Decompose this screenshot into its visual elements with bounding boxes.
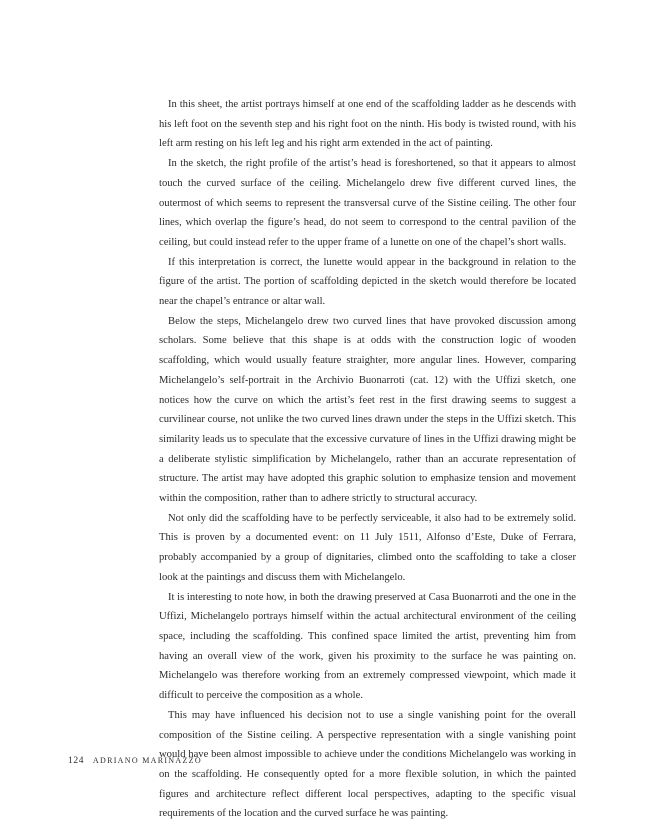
paragraph: This may have influenced his decision not to use a single vanishing point for the overall composition of the Sistine ceiling. A perspective representation with a single vanishing point would have been almost impossible to achieve under the conditions Michelangelo was working in on the scaffolding. He consequently opted for a more flexible solution, in which the painted figures and architecture reflect different local perspectives, adapting to the specific visual requirements of the location and the curved surface he was painting. [159,709,576,820]
paragraph: In this sheet, the artist portrays himself at one end of the scaffolding ladder as he descends with his left foot on the seventh step and his right foot on the ninth. His body is twisted round, with his left arm resting on his left leg and his right arm extended in the act of painting. [159,99,576,150]
paragraph: Below the steps, Michelangelo drew two curved lines that have provoked discussion among scholars. Some believe that this shape is at odds with the construction logic of wooden scaffolding, which would usually feature straighter, more angular lines. However, comparing Michelangelo’s self-portrait in the Archivio Buonarroti (cat. 12) with the Uffizi sketch, one notices how the curve on which the artist’s feet rest in the first drawing seems to suggest a curvilinear course, not unlike the two curved lines drawn under the steps in the Uffizi sketch. This similarity leads us to speculate that the excessive curvature of lines in the Uffizi drawing might be a deliberate stylistic simplification by Michelangelo, rather than an accurate representation of structure. The artist may have adopted this graphic solution to emphasize tension and movement within the composition, rather than to adhere strictly to structural accuracy. [159,315,576,505]
paragraph: If this interpretation is correct, the lunette would appear in the background in relation to the figure of the artist. The portion of scaffolding depicted in the sketch would therefore be located near the chapel’s entrance or altar wall. [159,256,576,308]
body-text [159,95,576,824]
page-footer [68,756,202,766]
paragraph: In the sketch, the right profile of the artist’s head is foreshortened, so that it appears to almost touch the curved surface of the ceiling. Michelangelo drew five different curved lines, the outermost of which seems to represent the transversal curve of the Sistine ceiling. The other four lines, which overlap the figure’s head, do not seem to correspond to the central pavilion of the ceiling, but could instead refer to the upper frame of a lunette on one of the chapel’s short walls. [159,158,576,248]
paragraph: It is interesting to note how, in both the drawing preserved at Casa Buonarroti and the one in the Uffizi, Michelangelo portrays himself within the actual architectural environment of the ceiling space, including the scaffolding. This confined space limited the artist, preventing him from having an overall view of the work, given his proximity to the surface he was painting on. Michelangelo was therefore working from an extremely compressed viewpoint, which made it difficult to perceive the composition as a whole. [159,591,576,702]
running-footer-author: ADRIANO MARINAZZO [92,756,202,765]
page-number: 124 [68,756,85,766]
paragraph: Not only did the scaffolding have to be perfectly serviceable, it also had to be extremely solid. This is proven by a documented event: on 11 July 1511, Alfonso d’Este, Duke of Ferrara, probably accompanied by a group of dignitaries, climbed onto the scaffolding to take a closer look at the paintings and discuss them with Michelangelo. [159,512,576,583]
